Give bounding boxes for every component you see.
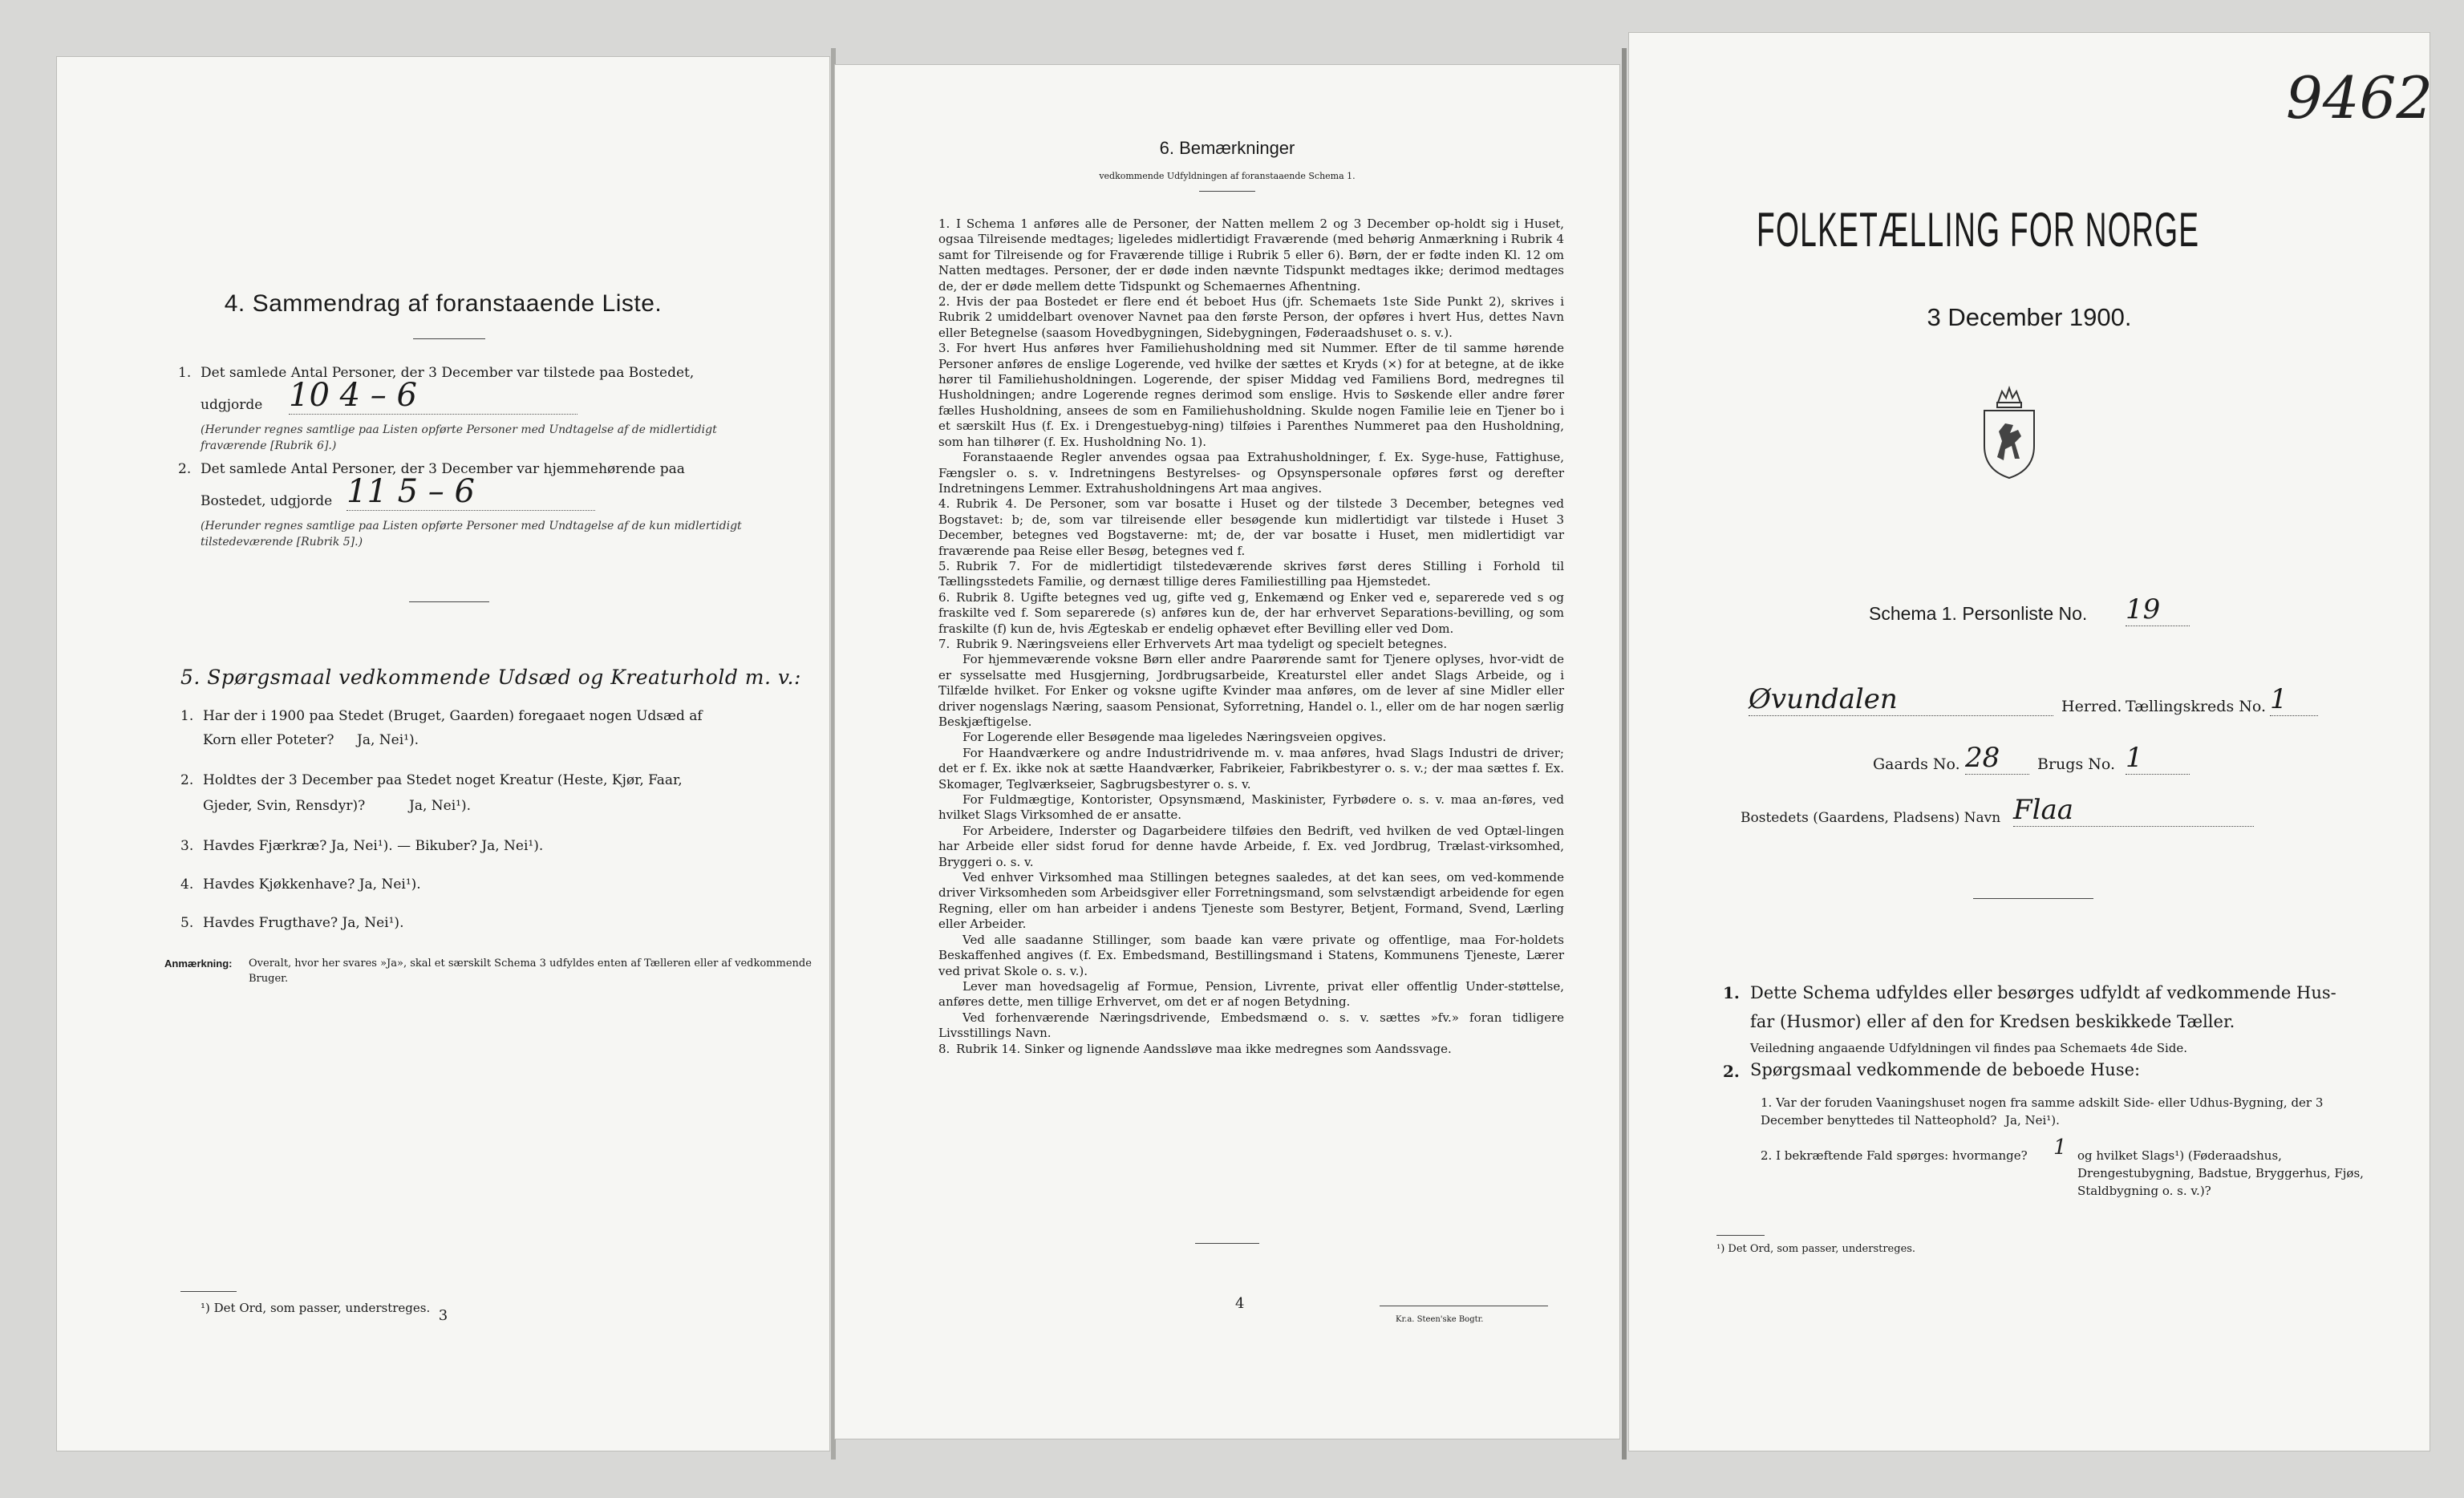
item-1-number: 1. (1723, 983, 1740, 1002)
footnote-rule (180, 1291, 237, 1292)
remark-item: For hjemmeværende voksne Børn eller andre Paarørende samt for Tjenere oplyses, hvor-vidt de er sysselsatte med Husgjerning, Jordbrugsarbeide, Kreaturstel eller andet Slags Arbeide, og i Tilfælde hvilket. For Enker og voksne ugifte Kvinder maa anføres, om de lever af sine Midler eller driver nogenslags Næring, saasom Pensionat, Syforretning, Handel o. l., eller om de har nogen særlig Beskjæftigelse. (938, 652, 1564, 729)
title-rule (413, 338, 485, 339)
remarks-list (938, 217, 1564, 1057)
bosted-label: Bostedets (Gaardens, Pladsens) Navn (1741, 810, 2001, 826)
footnote: ¹) Det Ord, som passer, understreges. (201, 1301, 431, 1315)
s5-1-text: Har der i 1900 paa Stedet (Bruget, Gaarden) foregaaet nogen Udsæd af (203, 708, 703, 724)
archive-number: 9462 (2286, 64, 2434, 132)
q2-answer: 11 5 – 6 (346, 473, 595, 511)
house-question-1: 1. Var der foruden Vaaningshuset nogen fra samme adskilt Side- eller Udhus-Bygning, der 3 December benyttedes til Natteophold? (1761, 1095, 2324, 1128)
s5-1-number: 1. (180, 708, 194, 724)
section-4-title: 4. Sammendrag af foranstaaende Liste. (224, 290, 663, 317)
cover-page (1628, 32, 2434, 1451)
page-4-remarks (834, 64, 1620, 1439)
remark-item: For Fuldmægtige, Kontorister, Opsynsmænd, Maskinister, Fyrbødere o. s. v. maa an-føres, ved hvilket Slags Virksomhed de er ansatte. (938, 792, 1564, 823)
gutter-right (1622, 48, 1627, 1460)
herred-value: Øvundalen (1749, 683, 2053, 716)
remark-item: 6. Rubrik 8. Ugifte betegnes ved ug, gifte ved g, Enkemænd og Enker ved e, separerede ved s og fraskilte ved f. Som separerede (s) anføres kun de, der har erhvervet Separations-bevilling, og som fraskilte (f) kun de, hvis Ægteskab er endelig ophævet efter Bevilling eller ved Dom. (938, 589, 1564, 636)
brugs-label: Brugs No. (2037, 755, 2116, 773)
q2-number: 2. (178, 461, 192, 477)
remark-item: 8. Rubrik 14. Sinker og lignende Aandssløve maa ikke medregnes som Aandssvage. (938, 1041, 1452, 1056)
remark-item: 1. I Schema 1 anføres alle de Personer, der Natten mellem 2 og 3 December op-holdt sig i Huset, ogsaa Tilreisende medtages; ligeledes midlertidigt Fraværende (med behørig Anmærkning i Rubrik 4 samt for Tilreisende og for Fraværende tillige i Rubrik 5 eller 6). Børn, der er fødte inden Kl. 12 om Natten medtages. Personer, der er døde inden nævnte Tidspunkt medtages ikke; derimod medtages de, der er døde mellem dette Tidspunkt og Schemaernes Afhentning. (938, 217, 1564, 294)
annotation-label: Anmærkning: (164, 958, 233, 970)
remark-item: 2. Hvis der paa Bostedet er flere end ét beboet Hus (jfr. Schemaets 1ste Side Punkt 2), skrives i Rubrik 2 umiddelbart ovenover Navnet paa den første Person, der opføres i hvert Hus, dettes Navn eller Betegnelse (saasom Hovedbygningen, Sidebygningen, Føderaadshuset o. s. v.). (938, 294, 1564, 340)
kreds-label: Tællingskreds No. (2126, 698, 2266, 715)
item-1-guidance: Veiledning angaaende Udfyldningen vil findes paa Schemaets 4de Side. (1750, 1041, 2188, 1055)
s5-1-answer: Ja, Nei¹). (357, 732, 419, 748)
gaards-label: Gaards No. (1873, 755, 1960, 773)
remarks-end-rule (1195, 1243, 1259, 1244)
kreds-value: 1 (2270, 683, 2318, 716)
remark-item: 3. For hvert Hus anføres hver Familiehusholdning med sit Nummer. Efter de til samme hørende Personer anføres de enslige Logerende, ved hvilke der sættes et Kryds (×) for at betegne, at de ikke hører til Familiehusholdningen. Logerende, der spiser Middag ved Familiens Bord, medregnes til Husholdningen; andre Logerende regnes derimod som enslige. Hvis to Søskende eller andre fører fælles Husholdning, ansees de som en Familiehusholdning. Skulde nogen Familie leie en Tjener bo i et særskilt Hus (f. Ex. i Drengestuebyg-ning) tilføies i Parenthes Nummeret paa den Husholdning, som han tilhører (f. Ex. Husholdning No. 1). (938, 341, 1564, 449)
s5-2-text2: Gjeder, Svin, Rensdyr)? (203, 798, 366, 814)
remarks-title: 6. Bemærkninger (1159, 138, 1295, 158)
page-3-summary (56, 56, 830, 1451)
item-2-number: 2. (1723, 1062, 1740, 1081)
gaards-value: 28 (1965, 742, 2029, 775)
section-5-title: 5. Spørgsmaal vedkommende Udsæd og Kreaturhold m. v.: (180, 666, 801, 689)
remark-item: 4. Rubrik 4. De Personer, som var bosatte i Huset og der tilstede 3 December, betegnes ved Bogstavet: b; de, som var tilreisende eller besøgende kun midlertidigt var tilstede i Huset 3 December, betegnes ved Bogstaverne: mt; de, der var bosatte i Huset, men midlertidigt var fraværende paa Reise eller Besøg, betegnes ved f. (938, 496, 1564, 558)
remarks-title-rule (1199, 191, 1255, 192)
house-count: 1 (2053, 1136, 2067, 1160)
page-number: 3 (438, 1307, 448, 1324)
s5-5-text: Havdes Frugthave? Ja, Nei¹). (203, 915, 404, 931)
s5-4-text: Havdes Kjøkkenhave? Ja, Nei¹). (203, 877, 421, 893)
herred-label: Herred. (2061, 698, 2122, 715)
remark-item: Foranstaaende Regler anvendes ogsaa paa Extrahusholdninger, f. Ex. Syge-huse, Fattighuse, Fængsler o. s. v. Indretningens Bestyrelses- og Opsynspersonale opføres først og derefter Indretningens Lemmer. Extrahusholdningens Art maa angives. (938, 450, 1564, 496)
coat-of-arms (1978, 385, 2040, 481)
printer-imprint: Kr.a. Steen'ske Bogtr. (1396, 1315, 1484, 1324)
schema-number: 19 (2126, 593, 2190, 626)
s5-4-number: 4. (180, 877, 194, 893)
census-title: FOLKETÆLLING FOR NORGE (1757, 203, 2200, 257)
remarks-subtitle: vedkommende Udfyldningen af foranstaaende Schema 1. (1099, 171, 1356, 181)
s5-2-number: 2. (180, 772, 194, 788)
remark-item: For Arbeidere, Inderster og Dagarbeidere tilføies den Bedrift, ved hvilken de ved Optæl-lingen har Arbeide eller sidst forud for denne havde Arbeide, f. Ex. ved Jordbrug, Trælast-virksomhed, Bryggeri o. s. v. (938, 823, 1564, 869)
brugs-value: 1 (2126, 742, 2190, 775)
remark-item: 7. Rubrik 9. Næringsveiens eller Erhvervets Art maa tydeligt og specielt betegnes. (938, 636, 1448, 651)
house-question-1-answer: Ja, Nei¹). (2005, 1113, 2060, 1128)
annotation-text: Overalt, hvor her svares »Ja», skal et særskilt Schema 3 udfyldes enten af Tælleren eller af vedkommende Bruger. (249, 958, 812, 985)
schema-label: Schema 1. Personliste No. (1869, 603, 2088, 624)
footnote-rule (1716, 1235, 1765, 1236)
footnote: ¹) Det Ord, som passer, understreges. (1716, 1243, 1916, 1255)
house-question-2-rest: og hvilket Slags¹) (Føderaadshus, Drengestubygning, Badstue, Bryggerhus, Fjøs, Staldbygning o. s. v.)? (2077, 1148, 2364, 1198)
remark-item: Ved enhver Virksomhed maa Stillingen betegnes saaledes, at det kan sees, om ved-kommende driver Virksomheden som Arbeidsgiver eller Forretningsmand, som selvstændigt arbeidende for egen Regning, eller om han arbeider i andens Tjeneste som Bestyrer, Betjent, Formand, Svend, Lærling eller Arbeider. (938, 870, 1564, 932)
s5-1-text2: Korn eller Poteter? (203, 732, 334, 748)
section-divider (409, 601, 489, 602)
item-2-text: Spørgsmaal vedkommende de beboede Huse: (1750, 1060, 2141, 1079)
remark-item: 5. Rubrik 7. For de midlertidigt tilstedeværende skrives først deres Stilling i Forhold til Tællingsstedets Familie, og dernæst tillige deres Familiestilling paa Hjemstedet. (938, 558, 1564, 589)
q1-number: 1. (178, 365, 192, 381)
remark-item: Ved alle saadanne Stillinger, som baade kan være private og offentlige, maa For-holdets Beskaffenhed angives (f. Ex. Embedsmand, Bestillingsmand i Statens, Kommunens Tjeneste, Lærer ved privat Skole o. s. v.). (938, 932, 1564, 978)
q2-label: Bostedet, udgjorde (201, 493, 333, 509)
q1-note: (Herunder regnes samtlige paa Listen opførte Personer med Undtagelse af de midlertidigt fraværende [Rubrik 6].) (201, 423, 717, 452)
cover-divider (1973, 898, 2093, 899)
item-1-text: Dette Schema udfyldes eller besørges udfyldt af vedkommende Hus-far (Husmor) eller af den for Kredsen beskikkede Tæller. (1750, 983, 2336, 1031)
q1-text: Det samlede Antal Personer, der 3 December var tilstede paa Bostedet, (201, 365, 695, 381)
remark-item: For Logerende eller Besøgende maa ligeledes Næringsveien opgives. (962, 730, 1387, 745)
s5-5-number: 5. (180, 915, 194, 931)
s5-2-answer: Ja, Nei¹). (409, 798, 471, 814)
house-question-2: 2. I bekræftende Fald spørges: hvormange? (1761, 1148, 2028, 1163)
remark-item: Lever man hovedsagelig af Formue, Pension, Livrente, privat eller offentlig Under-støttelse, anføres dette, men tillige Erhvervet, om det er af nogen Betydning. (938, 978, 1564, 1010)
q1-answer: 10 4 – 6 (289, 377, 578, 415)
q2-note: (Herunder regnes samtlige paa Listen opførte Personer med Undtagelse af de kun midlertidigt tilstedeværende [Rubrik 5].) (201, 520, 742, 549)
census-date: 3 December 1900. (1927, 303, 2132, 331)
s5-3-text: Havdes Fjærkræ? Ja, Nei¹). — Bikuber? Ja, Nei¹). (203, 838, 544, 854)
q1-label: udgjorde (201, 397, 263, 413)
remark-item: Ved forhenværende Næringsdrivende, Embedsmænd o. s. v. sættes »fv.» foran tidligere Livsstillings Navn. (938, 1010, 1564, 1041)
page-number: 4 (1235, 1295, 1245, 1312)
s5-2-text: Holdtes der 3 December paa Stedet noget Kreatur (Heste, Kjør, Faar, (203, 772, 683, 788)
q2-text: Det samlede Antal Personer, der 3 December var hjemmehørende paa (201, 461, 685, 477)
bosted-value: Flaa (2013, 794, 2254, 827)
remark-item: For Haandværkere og andre Industridrivende m. v. maa anføres, hvad Slags Industri de driver; det er f. Ex. ikke nok at sætte Haandværker, Fabrikeier, Fabrikbestyrer o. s. v.; der maa sættes f. Ex. Skomager, Teglværkseier, Sagbrugsbestyrer o. s. v. (938, 745, 1564, 792)
s5-3-number: 3. (180, 838, 194, 854)
